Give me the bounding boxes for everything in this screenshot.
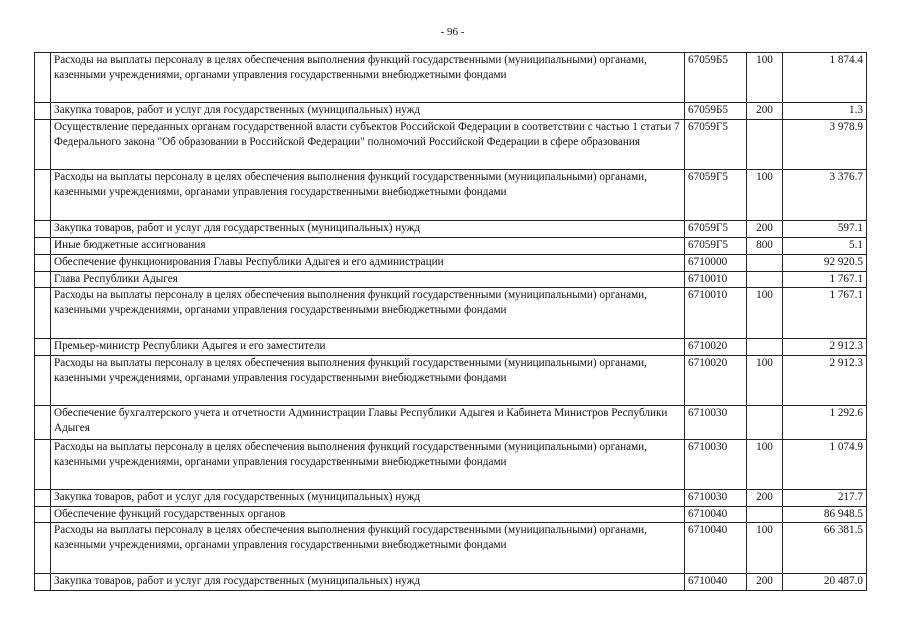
budget-table <box>34 52 867 591</box>
empty-cell <box>35 170 51 221</box>
target-code-cell: 6710040 <box>685 507 747 523</box>
description-cell: Расходы на выплаты персоналу в целях обеспечения выполнения функций государственными (муниципальными) органами, казенными учреждениями, органами управления государственными внебюджетными фондами <box>51 170 685 221</box>
amount-cell: 3 376.7 <box>783 170 867 221</box>
table-row <box>35 53 867 103</box>
empty-cell <box>35 440 51 490</box>
empty-cell <box>35 356 51 406</box>
target-code-cell: 6710020 <box>685 356 747 406</box>
table-row <box>35 356 867 406</box>
expense-type-cell: 100 <box>747 356 783 406</box>
empty-cell <box>35 574 51 591</box>
target-code-cell: 6710010 <box>685 288 747 339</box>
expense-type-cell: 100 <box>747 440 783 490</box>
amount-cell: 1 074.9 <box>783 440 867 490</box>
amount-cell: 1 874.4 <box>783 53 867 103</box>
target-code-cell: 6710000 <box>685 255 747 272</box>
description-cell: Расходы на выплаты персоналу в целях обеспечения выполнения функций государственными (муниципальными) органами, казенными учреждениями, органами управления государственными внебюджетными фондами <box>51 523 685 574</box>
table-row <box>35 170 867 221</box>
expense-type-cell: 100 <box>747 170 783 221</box>
amount-cell: 1 292.6 <box>783 406 867 440</box>
table-row <box>35 523 867 574</box>
amount-cell: 597.1 <box>783 221 867 238</box>
empty-cell <box>35 255 51 272</box>
empty-cell <box>35 272 51 288</box>
empty-cell <box>35 507 51 523</box>
empty-cell <box>35 238 51 255</box>
empty-cell <box>35 288 51 339</box>
target-code-cell: 6710030 <box>685 440 747 490</box>
target-code-cell: 67059Г5 <box>685 170 747 221</box>
description-cell: Расходы на выплаты персоналу в целях обеспечения выполнения функций государственными (муниципальными) органами, казенными учреждениями, органами управления государственными внебюджетными фондами <box>51 356 685 406</box>
table-row <box>35 406 867 440</box>
description-cell: Закупка товаров, работ и услуг для государственных (муниципальных) нужд <box>51 221 685 238</box>
empty-cell <box>35 53 51 103</box>
amount-cell: 217.7 <box>783 490 867 507</box>
empty-cell <box>35 490 51 507</box>
empty-cell <box>35 103 51 120</box>
expense-type-cell: 200 <box>747 103 783 120</box>
description-cell: Закупка товаров, работ и услуг для государственных (муниципальных) нужд <box>51 574 685 591</box>
amount-cell: 5.1 <box>783 238 867 255</box>
description-cell: Закупка товаров, работ и услуг для государственных (муниципальных) нужд <box>51 103 685 120</box>
expense-type-cell <box>747 255 783 272</box>
expense-type-cell <box>747 507 783 523</box>
table-row <box>35 507 867 523</box>
target-code-cell: 67059Б5 <box>685 53 747 103</box>
description-cell: Закупка товаров, работ и услуг для государственных (муниципальных) нужд <box>51 490 685 507</box>
description-cell: Глава Республики Адыгея <box>51 272 685 288</box>
amount-cell: 1 767.1 <box>783 288 867 339</box>
amount-cell: 92 920.5 <box>783 255 867 272</box>
empty-cell <box>35 221 51 238</box>
amount-cell: 2 912.3 <box>783 356 867 406</box>
amount-cell: 2 912.3 <box>783 339 867 356</box>
empty-cell <box>35 406 51 440</box>
target-code-cell: 67059Г5 <box>685 120 747 170</box>
empty-cell <box>35 120 51 170</box>
expense-type-cell: 100 <box>747 523 783 574</box>
description-cell: Премьер-министр Республики Адыгея и его заместители <box>51 339 685 356</box>
table-row <box>35 238 867 255</box>
table-row <box>35 288 867 339</box>
description-cell: Обеспечение функционирования Главы Республики Адыгея и его администрации <box>51 255 685 272</box>
expense-type-cell: 200 <box>747 221 783 238</box>
table-row <box>35 490 867 507</box>
target-code-cell: 67059Г5 <box>685 221 747 238</box>
description-cell: Осуществление переданных органам государственной власти субъектов Российской Федерации в соответствии с частью 1 статьи 7 Федерального закона "Об образовании в Российской Федерации" полномочий Российской Федерации в сфере образования <box>51 120 685 170</box>
target-code-cell: 6710030 <box>685 406 747 440</box>
description-cell: Расходы на выплаты персоналу в целях обеспечения выполнения функций государственными (муниципальными) органами, казенными учреждениями, органами управления государственными внебюджетными фондами <box>51 288 685 339</box>
target-code-cell: 67059Б5 <box>685 103 747 120</box>
amount-cell: 1.3 <box>783 103 867 120</box>
amount-cell: 1 767.1 <box>783 272 867 288</box>
table-row <box>35 272 867 288</box>
expense-type-cell <box>747 272 783 288</box>
table-row <box>35 255 867 272</box>
expense-type-cell <box>747 406 783 440</box>
amount-cell: 66 381.5 <box>783 523 867 574</box>
description-cell: Иные бюджетные ассигнования <box>51 238 685 255</box>
page-number: - 96 - <box>440 26 465 38</box>
table-row <box>35 221 867 238</box>
target-code-cell: 67059Г5 <box>685 238 747 255</box>
description-cell: Расходы на выплаты персоналу в целях обеспечения выполнения функций государственными (муниципальными) органами, казенными учреждениями, органами управления государственными внебюджетными фондами <box>51 53 685 103</box>
table-row <box>35 574 867 591</box>
expense-type-cell: 100 <box>747 288 783 339</box>
description-cell: Обеспечение бухгалтерского учета и отчетности Администрации Главы Республики Адыгея и Кабинета Министров Республики Адыгея <box>51 406 685 440</box>
description-cell: Обеспечение функций государственных органов <box>51 507 685 523</box>
table-row <box>35 339 867 356</box>
table-row <box>35 103 867 120</box>
target-code-cell: 6710040 <box>685 523 747 574</box>
amount-cell: 86 948.5 <box>783 507 867 523</box>
expense-type-cell <box>747 339 783 356</box>
amount-cell: 3 978.9 <box>783 120 867 170</box>
target-code-cell: 6710040 <box>685 574 747 591</box>
expense-type-cell: 800 <box>747 238 783 255</box>
target-code-cell: 6710030 <box>685 490 747 507</box>
expense-type-cell <box>747 120 783 170</box>
empty-cell <box>35 523 51 574</box>
table-row <box>35 440 867 490</box>
expense-type-cell: 100 <box>747 53 783 103</box>
empty-cell <box>35 339 51 356</box>
target-code-cell: 6710020 <box>685 339 747 356</box>
amount-cell: 20 487.0 <box>783 574 867 591</box>
table-row <box>35 120 867 170</box>
expense-type-cell: 200 <box>747 490 783 507</box>
expense-type-cell: 200 <box>747 574 783 591</box>
budget-table-body <box>35 53 867 591</box>
target-code-cell: 6710010 <box>685 272 747 288</box>
description-cell: Расходы на выплаты персоналу в целях обеспечения выполнения функций государственными (муниципальными) органами, казенными учреждениями, органами управления государственными внебюджетными фондами <box>51 440 685 490</box>
